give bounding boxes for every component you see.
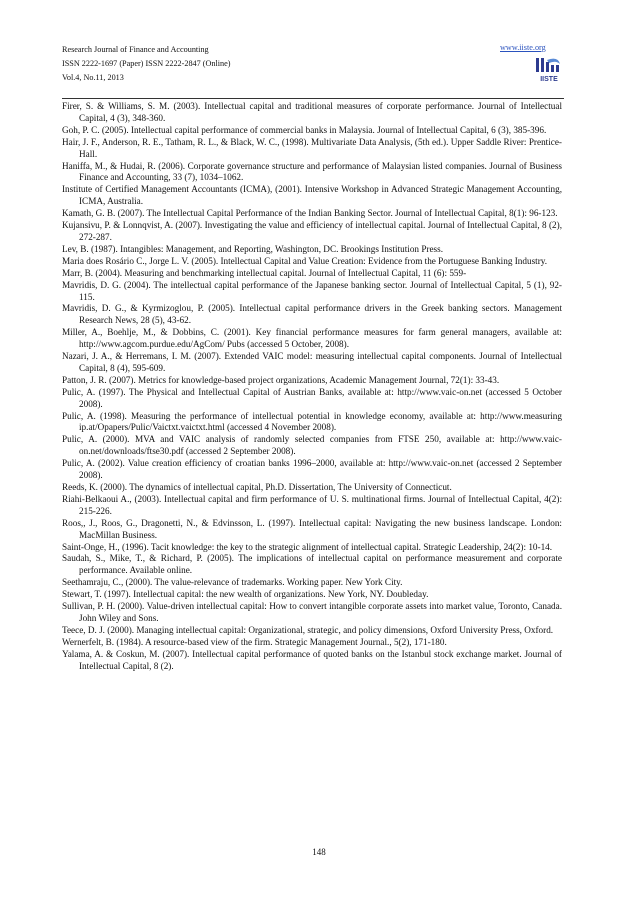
reference-list (62, 101, 562, 673)
journal-header (62, 43, 231, 85)
reference-entry: Patton, J. R. (2007). Metrics for knowledge-based project organizations, Academic Management Journal, 72(1): 33-43. (62, 374, 500, 385)
reference-entry: Riahi-Belkaoui A., (2003). Intellectual capital and firm performance of U. S. multinational firms. Journal of Intellectual Capital, 4(2): 215-226. (62, 493, 562, 516)
reference-entry: Mavridis, D. G., & Kyrmizoglou, P. (2005). Intellectual capital performance drivers in the Greek banking sectors. Management Research News, 28 (5), 43-62. (62, 303, 562, 326)
reference-entry: Pulic, A. (1997). The Physical and Intellectual Capital of Austrian Banks, available at: http://www.vaic-on.net (accessed 5 October 2008). (62, 386, 562, 409)
logo-text: IISTE (540, 76, 558, 83)
reference-entry: Nazari, J. A., & Herremans, I. M. (2007). Extended VAIC model: measuring intellectual capital components. Journal of Intellectual Capital, 8 (4), 595-609. (62, 351, 562, 373)
reference-entry: Marr, B. (2004). Measuring and benchmarking intellectual capital. Journal of Intellectual Capital, 11 (6): 559- (62, 267, 467, 278)
reference-entry: Miller, A., Boehlje, M., & Dobbins, C. (2001). Key financial performance measures for farm general managers, available at: http://www.agcom.purdue.edu/AgCom/ Pubs (accessed 5 October, 2008). (62, 327, 562, 350)
website-link[interactable]: www.iiste.org (500, 43, 546, 52)
reference-entry: Mavridis, D. G. (2004). The intellectual capital performance of the Japanese banking sector. Journal of Intellectual Capital, 5 (1), 92-115. (62, 279, 562, 302)
reference-entry: Pulic, A. (2002). Value creation efficiency of croatian banks 1996–2000, available at: http://www.vaic-on.net (accessed 2 September 2008). (62, 458, 562, 481)
reference-entry: Roos,, J., Roos, G., Dragonetti, N., & Edvinsson, L. (1997). Intellectual capital: Navigating the new business landscape. London: MacMillan Business. (62, 517, 562, 540)
journal-issn: ISSN 2222-1697 (Paper) ISSN 2222-2847 (Online) (62, 59, 231, 68)
reference-entry: Goh, P. C. (2005). Intellectual capital performance of commercial banks in Malaysia. Journal of Intellectual Capital, 6 (3), 385-396. (62, 124, 547, 135)
reference-entry: Lev, B. (1987). Intangibles: Management, and Reporting, Washington, DC. Brookings Institution Press. (62, 243, 444, 254)
reference-entry: Stewart, T. (1997). Intellectual capital: the new wealth of organizations. New York, NY. Doubleday. (62, 589, 429, 600)
reference-entry: Seethamraju, C., (2000). The value-relevance of trademarks. Working paper. New York City. (62, 577, 403, 588)
reference-entry: Yalama, A. & Coskun, M. (2007). Intellectual capital performance of quoted banks on the Istanbul stock exchange market. Journal of Intellectual Capital, 8 (2). (62, 648, 562, 671)
iiste-logo (534, 56, 564, 84)
reference-entry: Haniffa, M., & Hudai, R. (2006). Corporate governance structure and performance of Malaysian listed companies. Journal of Business Finance and Accounting, 33 (7), 1034–1062. (62, 160, 562, 183)
reference-entry: Pulic, A. (1998). Measuring the performance of intellectual potential in knowledge economy, available at: http://www.measuring ip.at/Opapers/Pulic/Vaictxt.vaictxt.html (accessed 4 November 2008). (62, 410, 562, 433)
reference-entry: Reeds, K. (2000). The dynamics of intellectual capital, Ph.D. Dissertation, The University of Connecticut. (62, 482, 452, 492)
journal-title: Research Journal of Finance and Accounting (62, 45, 209, 54)
reference-entry: Saudah, S., Mike, T., & Richard, P. (2005). The implications of intellectual capital on performance measurement and corporate performance. Available online. (62, 553, 562, 576)
reference-entry: Firer, S. & Williams, S. M. (2003). Intellectual capital and traditional measures of corporate performance. Journal of Intellectual Capital, 4 (3), 348-360. (62, 101, 562, 123)
reference-entry: Sullivan, P. H. (2000). Value-driven intellectual capital: How to convert intangible corporate assets into market value, Toronto, Canada. John Wiley and Sons. (62, 601, 562, 623)
reference-entry: Teece, D. J. (2000). Managing intellectual capital: Organizational, strategic, and policy dimensions, Oxford University Press, Oxford. (62, 624, 554, 635)
reference-entry: Wernerfelt, B. (1984). A resource-based view of the firm. Strategic Management Journal., 5(2), 171-180. (62, 636, 447, 647)
reference-entry: Kamath, G. B. (2007). The Intellectual Capital Performance of the Indian Banking Sector. Journal of Intellectual Capital, 8(1): 96-123. (62, 208, 558, 219)
reference-entry: Institute of Certified Management Accountants (ICMA), (2001). Intensive Workshop in Advanced Strategic Management Accounting, ICMA, Australia. (62, 184, 562, 207)
reference-entry: Saint-Onge, H., (1996). Tacit knowledge: the key to the strategic alignment of intellectual capital. Strategic Leadership, 24(2): 10-14. (62, 541, 553, 552)
journal-volume: Vol.4, No.11, 2013 (62, 73, 124, 82)
reference-entry: Maria does Rosário C., Jorge L. V. (2005). Intellectual Capital and Value Creation: Evidence from the Portuguese Banking Industry. (62, 255, 548, 266)
header-divider (62, 98, 564, 99)
reference-entry: Pulic, A. (2000). MVA and VAIC analysis of randomly selected companies from FTSE 250, available at: http://www.vaic-on.net/downloads/ftse30.pdf (accessed 2 September 2008). (62, 434, 562, 457)
reference-entry: Hair, J. F., Anderson, R. E., Tatham, R. L., & Black, W. C., (1998). Multivariate Data Analysis, (5th ed.). Upper Saddle River: Prentice-Hall. (62, 136, 562, 159)
reference-entry: Kujansivu, P. & Lonnqvist, A. (2007). Investigating the value and efficiency of intellectual capital. Journal of Intellectual Capital, 8 (2), 272-287. (62, 220, 562, 242)
page-number: 148 (312, 847, 326, 857)
